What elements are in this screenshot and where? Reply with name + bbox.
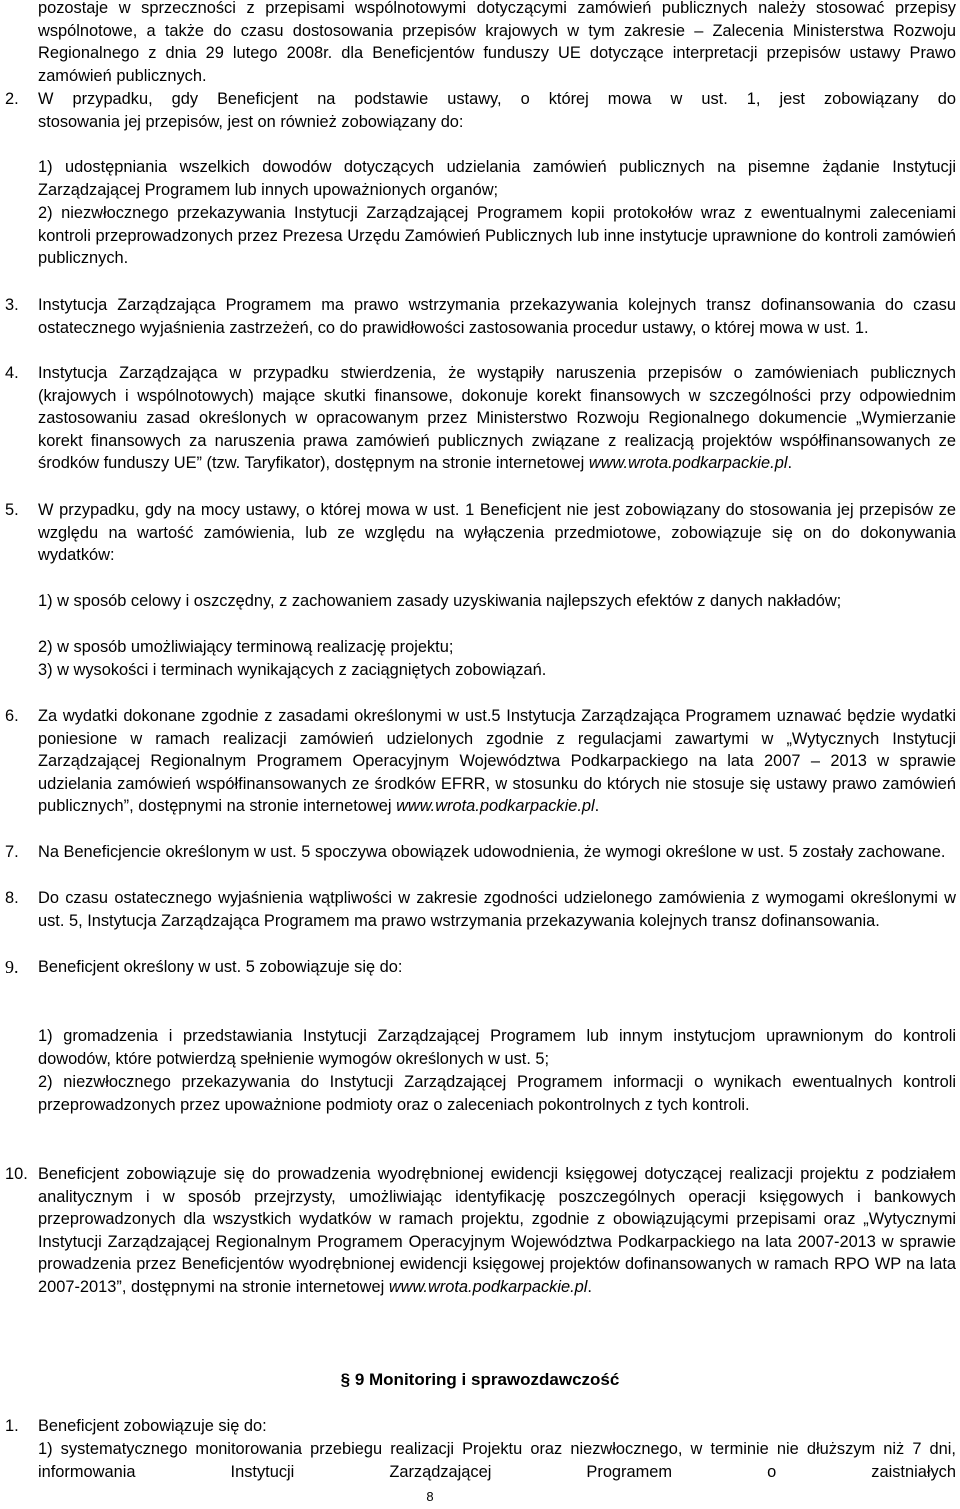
item-7-text: Na Beneficjencie określonym w ust. 5 spoczywa obowiązek udowodnienia, że wymogi określone w ust. 5 zostały zachowane. <box>38 843 946 861</box>
item-3-text: Instytucja Zarządzająca Programem ma prawo wstrzymania przekazywania kolejnych transz dofinansowania do czasu ostatecznego wyjaśnienia zastrzeżeń, co do prawidłowości zastosowania procedur ustawy, o której mowa w ust. 1. <box>38 296 956 337</box>
item-9-number: 9. <box>5 957 19 977</box>
item-10-link[interactable]: www.wrota.podkarpackie.pl <box>388 1277 588 1296</box>
item-6-number: 6. <box>5 707 19 725</box>
item-6-tail: . <box>594 797 600 816</box>
item-7-number: 7. <box>5 843 19 861</box>
item-9-sub-1: 1) gromadzenia i przedstawiania Instytucji Zarządzającej Programem lub innym instytucjom uprawnionym do kontroli dowodów, które potwierdzą spełnienie wymogów określonych w ust. 5; <box>38 1027 956 1068</box>
section-heading: § 9 Monitoring i sprawozdawczość <box>340 1370 620 1389</box>
item-5-number: 5. <box>5 501 19 519</box>
item-2-sub-1: 1) udostępniania wszelkich dowodów dotyczących udzielania zamówień publicznych na pisemne żądanie Instytucji Zarządzającej Programem lub innych upoważnionych organów; <box>38 158 956 199</box>
item-4-link[interactable]: www.wrota.podkarpackie.pl <box>588 454 788 473</box>
item-9-text: Beneficjent określony w ust. 5 zobowiązuje się do: <box>38 958 403 976</box>
item-5-sub-3: 3) w wysokości i terminach wynikających z zaciągniętych zobowiązań. <box>38 661 547 679</box>
item-10-number: 10. <box>5 1165 28 1183</box>
item-5-text: W przypadku, gdy na mocy ustawy, o której mowa w ust. 1 Beneficjent nie jest zobowiązany do stosowania jej przepisów ze względu na wartość zamówienia, lub ze względu na wyłączenia przedmiotowe, zobowiązuje się on do dokonywania wydatków: <box>38 501 956 565</box>
s9-item-1-number: 1. <box>5 1417 19 1435</box>
item-2-text: W przypadku, gdy Beneficjent na podstawie ustawy, o której mowa w ust. 1, jest zobowiązany do <box>38 90 956 108</box>
item-4-number: 4. <box>5 364 19 382</box>
item-10-text <box>38 1163 956 1299</box>
item-9-sub-2: 2) niezwłocznego przekazywania do Instytucji Zarządzającej Programem informacji o wynikach ewentualnych kontroli przeprowadzonych przez upoważnione podmioty oraz o zaleceniach pokontrolnych z tych kontroli. <box>38 1073 956 1114</box>
item-10-body: Beneficjent zobowiązuje się do prowadzenia wyodrębnionej ewidencji księgowej dotyczącej realizacji projektu z podziałem analitycznym i w sposób przejrzysty, umożliwiając identyfikację poszczególnych operacji księgowych i bankowych przeprowadzonych dla wszystkich wydatków w ramach projektu, zgodnie z obowiązującymi przepisami oraz „Wytycznymi Instytucji Zarządzającej Regionalnym Programem Operacyjnym Województwa Podkarpackiego na lata 2007-2013 w sprawie prowadzenia przez Beneficjentów wyodrębnionej ewidencji księgowej projektów dofinansowanych w ramach RPO WP na lata 2007-2013”, dostępnymi na stronie internetowej <box>38 1165 956 1296</box>
item-2-continuation: stosowania jej przepisów, jest on również zobowiązany do: <box>38 113 464 131</box>
s9-item-1-text: Beneficjent zobowiązuje się do: <box>38 1417 267 1435</box>
item-4-body: Instytucja Zarządzająca w przypadku stwierdzenia, że wystąpiły naruszenia przepisów o zamówieniach publicznych (krajowych i wspólnotowych) mające skutki finansowe, dokonuje korekt finansowych w szczególności przy odpowiednim zastosowaniu zasad określonych w opracowanym przez Ministerstwo Rozwoju Regionalnego dokumencie „Wymierzanie korekt finansowych za naruszenia prawa zamówień publicznych związane z realizacją projektów współfinansowanych ze środków funduszy UE” (tzw. Taryfikator), dostępnym na stronie internetowej <box>38 364 956 473</box>
intro-paragraph: pozostaje w sprzeczności z przepisami wspólnotowymi dotyczącymi zamówień publicznych należy stosować przepisy wspólnotowe, a także do czasu dostosowania przepisów krajowych w tym zakresie – Zalecenia Ministerstwa Rozwoju Regionalnego z dnia 29 lutego 2008r. dla Beneficjentów funduszy UE dotyczące interpretacji przepisów ustawy Prawo zamówień publicznych. <box>38 0 956 85</box>
item-8-text: Do czasu ostatecznego wyjaśnienia wątpliwości w zakresie zgodności udzielonego zamówienia z wymogami określonymi w ust. 5, Instytucja Zarządzająca Programem ma prawo wstrzymania przekazywania kolejnych transz dofinansowania. <box>38 889 956 930</box>
item-3-number: 3. <box>5 296 19 314</box>
s9-item-1-sub-1: 1) systematycznego monitorowania przebiegu realizacji Projektu oraz niezwłocznego, w terminie nie dłuższym niż 7 dni, informowania Instytucji Zarządzającej Programem o zaistniałych <box>38 1440 956 1481</box>
item-4-text <box>38 362 956 475</box>
item-2-sub-2: 2) niezwłocznego przekazywania Instytucji Zarządzającej Programem kopii protokołów wraz z ewentualnymi zaleceniami kontroli przeprowadzonych przez Prezesa Urzędu Zamówień Publicznych lub inne instytucje uprawnione do kontroli zamówień publicznych. <box>38 204 956 268</box>
item-4-tail: . <box>787 454 793 473</box>
item-2-number: 2. <box>5 90 19 108</box>
item-6-body: Za wydatki dokonane zgodnie z zasadami określonymi w ust.5 Instytucja Zarządzająca Programem uznawać będzie wydatki poniesione w ramach realizacji zamówień udzielonych zgodnie z regulacjami zawartymi w „Wytycznych Instytucji Zarządzającej Regionalnym Programem Operacyjnym Województwa Podkarpackiego na lata 2007 – 2013 w sprawie udzielania zamówień współfinansowanych ze środków EFRR, w stosunku do których nie stosuje się ustawy prawo zamówień publicznych”, dostępnymi na stronie internetowej <box>38 707 956 816</box>
item-6-link[interactable]: www.wrota.podkarpackie.pl <box>396 797 595 816</box>
page-number: 8 <box>426 1489 434 1504</box>
item-8-number: 8. <box>5 889 19 907</box>
item-10-tail: . <box>587 1277 592 1296</box>
item-5-sub-2: 2) w sposób umożliwiający terminową realizację projektu; <box>38 638 454 656</box>
item-6-text <box>38 705 956 818</box>
item-5-sub-1: 1) w sposób celowy i oszczędny, z zachowaniem zasady uzyskiwania najlepszych efektów z danych nakładów; <box>38 592 842 610</box>
